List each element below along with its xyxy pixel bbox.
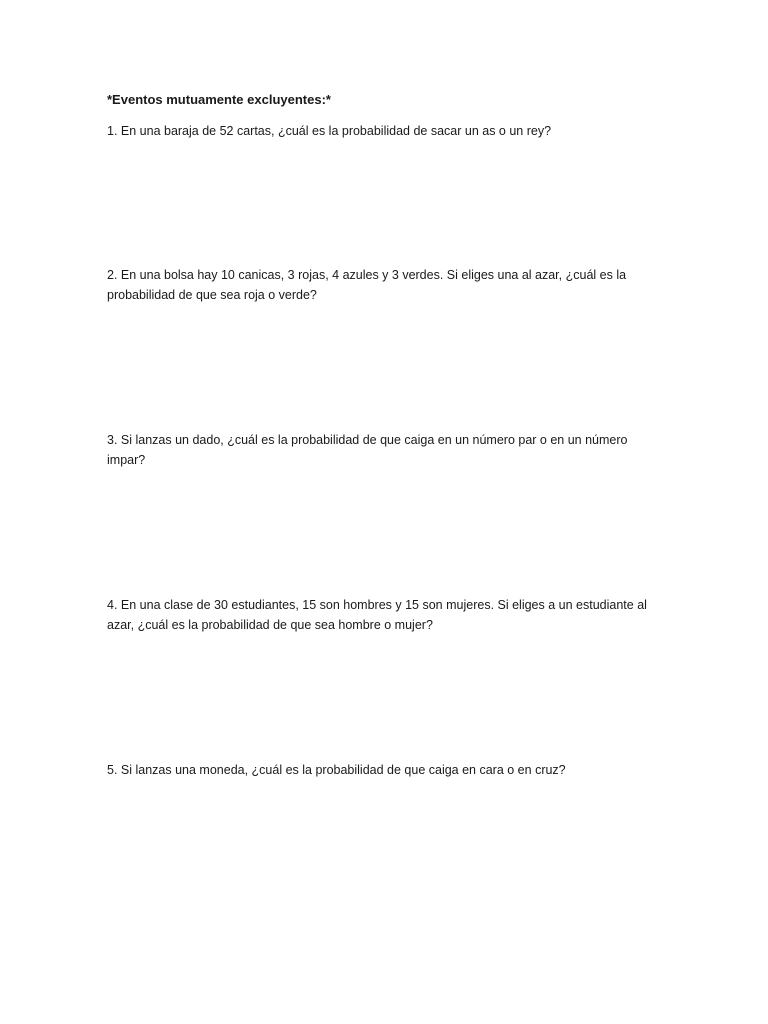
question-1: 1. En una baraja de 52 cartas, ¿cuál es la probabilidad de sacar un as o un rey? [107,124,552,138]
question-2: 2. En una bolsa hay 10 canicas, 3 rojas, 4 azules y 3 verdes. Si eliges una al azar, ¿cuál es la probabilidad de que sea roja o verde? [107,268,627,302]
question-5: 5. Si lanzas una moneda, ¿cuál es la probabilidad de que caiga en cara o en cruz? [107,763,566,777]
question-4: 4. En una clase de 30 estudiantes, 15 son hombres y 15 son mujeres. Si eliges a un estudiante al azar, ¿cuál es la probabilidad de que sea hombre o mujer? [107,598,647,632]
page-title: *Eventos mutuamente excluyentes:* [107,92,331,107]
question-3: 3. Si lanzas un dado, ¿cuál es la probabilidad de que caiga en un número par o en un número impar? [107,433,628,467]
